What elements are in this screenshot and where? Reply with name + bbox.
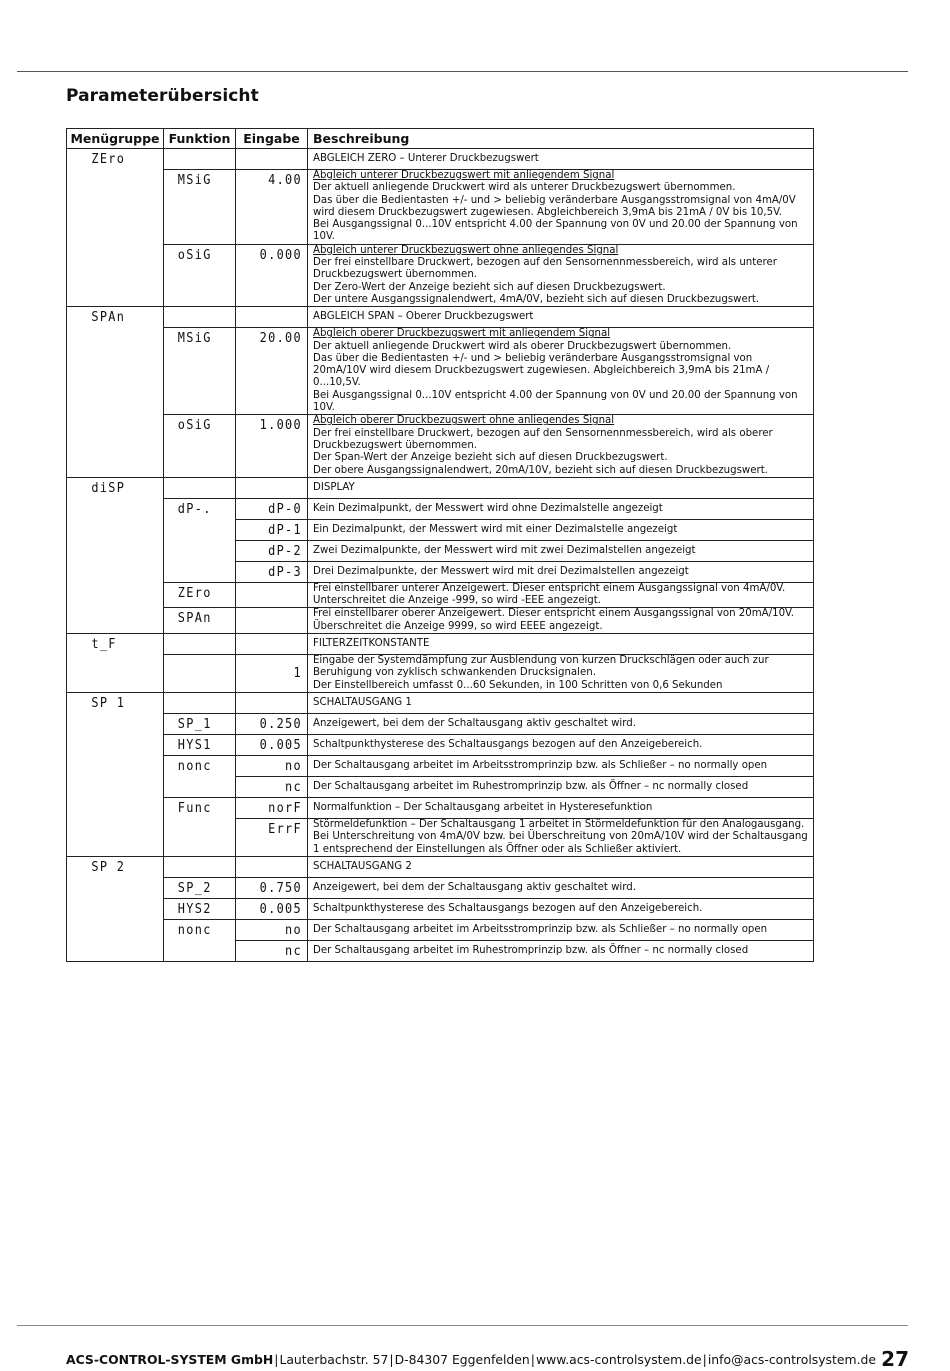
description-cell bbox=[308, 582, 814, 608]
function-cell: Func bbox=[164, 797, 236, 856]
description-cell: Der Schaltausgang arbeitet im Ruhestromprinzip bzw. als Öffner – nc normally closed bbox=[308, 776, 814, 797]
description-cell bbox=[308, 655, 814, 693]
footer-separator: | bbox=[530, 1352, 535, 1367]
footer-company: ACS-CONTROL-SYSTEM GmbH bbox=[66, 1352, 274, 1367]
input-cell: nc bbox=[236, 940, 308, 961]
footer-separator: | bbox=[274, 1352, 279, 1367]
input-cell: no bbox=[236, 755, 308, 776]
footer bbox=[66, 1352, 876, 1367]
menu-label: ZEro bbox=[91, 151, 126, 167]
function-cell: nonc bbox=[164, 919, 236, 961]
description-heading: Abgleich oberer Druckbezugswert ohne anliegendes Signal bbox=[313, 415, 615, 427]
function-cell: SP_2 bbox=[164, 877, 236, 898]
function-cell: HYS1 bbox=[164, 734, 236, 755]
function-cell: ZEro bbox=[164, 582, 236, 608]
description-heading: Abgleich unterer Druckbezugswert ohne anliegendes Signal bbox=[313, 244, 619, 256]
function-cell: dP-. bbox=[164, 498, 236, 582]
table-row bbox=[67, 898, 814, 919]
description-line: Der Zero-Wert der Anzeige bezieht sich auf diesen Druckbezugswert. bbox=[313, 281, 666, 293]
table-row bbox=[67, 307, 814, 328]
description-line: Das über die Bedientasten +/- und > beliebig veränderbare Ausgangsstromsignal von 20mA/10V wird diesem Druckbezugswert zugewiesen. Abgleichbereich 3,9mA bis 21mA / 0...10,5V. bbox=[313, 352, 770, 389]
input-cell: no bbox=[236, 919, 308, 940]
page-title: Parameterübersicht bbox=[66, 86, 259, 106]
description-cell bbox=[308, 244, 814, 306]
description-cell: Schaltpunkthysterese des Schaltausgangs bezogen auf den Anzeigebereich. bbox=[308, 898, 814, 919]
menu-cell-display bbox=[67, 477, 164, 633]
description-line: Bei Ausgangssignal 0...10V entspricht 4.00 der Spannung von 0V und 20.00 der Spannung von 10V. bbox=[313, 219, 798, 243]
description-line: Der frei einstellbare Druckwert, bezogen auf den Sensornennmessbereich, wird als oberer Druckbezugswert übernommen. bbox=[313, 427, 773, 451]
table-row bbox=[67, 498, 814, 519]
input-cell: dP-3 bbox=[236, 561, 308, 582]
menu-cell-filter bbox=[67, 634, 164, 693]
menu-cell-zero bbox=[67, 149, 164, 307]
footer-city: D-84307 Eggenfelden bbox=[394, 1352, 530, 1367]
input-cell: norF bbox=[236, 797, 308, 818]
input-cell: nc bbox=[236, 776, 308, 797]
footer-website-link[interactable]: www.acs-controlsystem.de bbox=[535, 1352, 702, 1367]
footer-separator: | bbox=[389, 1352, 394, 1367]
description-cell: Anzeigewert, bei dem der Schaltausgang aktiv geschaltet wird. bbox=[308, 713, 814, 734]
description-line: Störmeldefunktion – Der Schaltausgang 1 arbeitet in Störmeldefunktion für den Analogausgang. Bei Unterschreitung von 4mA/0V bzw. bei Überschreitung von 20mA/10V wird der Schaltausgang 1 entsprechend der Einstellungen als Öffner oder als Schließer aktiviert. bbox=[313, 818, 808, 855]
table-row bbox=[67, 797, 814, 818]
description-line: Das über die Bedientasten +/- und > beliebig veränderbare Ausgangsstromsignal von 4mA/0V wird diesem Druckbezugswert zugewiesen. Abgleichbereich 3,9mA bis 21mA / 0V bis 10,5V. bbox=[313, 194, 796, 218]
header-eingabe: Eingabe bbox=[236, 129, 308, 149]
table-row bbox=[67, 582, 814, 608]
menu-label: SP 1 bbox=[91, 694, 126, 711]
menu-label: t_F bbox=[91, 636, 117, 653]
input-cell: 1 bbox=[236, 655, 308, 693]
description-cell bbox=[308, 818, 814, 856]
table-row bbox=[67, 328, 814, 415]
menu-cell-sp1 bbox=[67, 692, 164, 856]
description-line: Der obere Ausgangssignalendwert, 20mA/10V, bezieht sich auf diesen Druckbezugswert. bbox=[313, 464, 768, 476]
description-line: Eingabe der Systemdämpfung zur Ausblendung von kurzen Druckschlägen oder auch zur Beruhigung von zyklisch schwankenden Drucksignalen. bbox=[313, 655, 769, 679]
menu-cell-sp2 bbox=[67, 856, 164, 961]
header-beschreibung: Beschreibung bbox=[308, 129, 814, 149]
table-row bbox=[67, 608, 814, 634]
footer-address: Lauterbachstr. 57 bbox=[279, 1352, 389, 1367]
function-cell: HYS2 bbox=[164, 898, 236, 919]
description-cell bbox=[308, 170, 814, 245]
function-cell: oSiG bbox=[164, 415, 236, 477]
table-row bbox=[67, 655, 814, 693]
footer-email-link[interactable]: info@acs-controlsystem.de bbox=[707, 1352, 876, 1367]
description-line: Unterschreitet die Anzeige -999, so wird -EEE angezeigt. bbox=[313, 595, 601, 607]
input-cell: dP-2 bbox=[236, 540, 308, 561]
table-row bbox=[67, 919, 814, 940]
table-row bbox=[67, 244, 814, 306]
description-line: Frei einstellbarer unterer Anzeigewert. Dieser entspricht einem Ausgangssignal von 4mA/0V. bbox=[313, 582, 786, 594]
input-cell: 0.250 bbox=[236, 713, 308, 734]
table-row bbox=[67, 856, 814, 877]
input-cell: 1.000 bbox=[236, 415, 308, 477]
page-number: 27 bbox=[881, 1347, 909, 1371]
description-line: Der frei einstellbare Druckwert, bezogen auf den Sensornennmessbereich, wird als unterer Druckbezugswert übernommen. bbox=[313, 257, 777, 281]
description-cell: Normalfunktion – Der Schaltausgang arbeitet in Hysteresefunktion bbox=[308, 797, 814, 818]
description-line: Der untere Ausgangssignalendwert, 4mA/0V, bezieht sich auf diesen Druckbezugswert. bbox=[313, 293, 760, 305]
table-row bbox=[67, 415, 814, 477]
group-title: FILTERZEITKONSTANTE bbox=[308, 634, 814, 655]
description-line: Der Span-Wert der Anzeige bezieht sich auf diesen Druckbezugswert. bbox=[313, 452, 668, 464]
function-cell: MSiG bbox=[164, 170, 236, 245]
parameter-table bbox=[66, 128, 814, 962]
description-line: Bei Ausgangssignal 0...10V entspricht 4.00 der Spannung von 0V und 20.00 der Spannung von 10V. bbox=[313, 389, 798, 414]
function-cell: SPAn bbox=[164, 608, 236, 634]
input-cell: ErrF bbox=[236, 818, 308, 856]
description-line: Frei einstellbarer oberer Anzeigewert. Dieser entspricht einem Ausgangssignal von 20mA/10V. bbox=[313, 608, 794, 620]
description-cell: Ein Dezimalpunkt, der Messwert wird mit einer Dezimalstelle angezeigt bbox=[308, 519, 814, 540]
description-cell: Der Schaltausgang arbeitet im Ruhestromprinzip bzw. als Öffner – nc normally closed bbox=[308, 940, 814, 961]
description-cell: Zwei Dezimalpunkte, der Messwert wird mit zwei Dezimalstellen angezeigt bbox=[308, 540, 814, 561]
description-cell bbox=[308, 328, 814, 415]
table-row bbox=[67, 713, 814, 734]
description-line: Der aktuell anliegende Druckwert wird als unterer Druckbezugswert übernommen. bbox=[313, 182, 736, 194]
table-row bbox=[67, 149, 814, 170]
table-row bbox=[67, 634, 814, 655]
menu-label: SP 2 bbox=[91, 858, 126, 875]
description-cell: Kein Dezimalpunkt, der Messwert wird ohne Dezimalstelle angezeigt bbox=[308, 498, 814, 519]
description-cell: Anzeigewert, bei dem der Schaltausgang aktiv geschaltet wird. bbox=[308, 877, 814, 898]
function-cell: SP_1 bbox=[164, 713, 236, 734]
function-cell: MSiG bbox=[164, 328, 236, 415]
table-row bbox=[67, 692, 814, 713]
description-cell bbox=[308, 415, 814, 477]
input-cell: 0.005 bbox=[236, 734, 308, 755]
group-title: SCHALTAUSGANG 2 bbox=[308, 856, 814, 877]
menu-label: SPAn bbox=[91, 309, 126, 326]
group-title: ABGLEICH SPAN – Oberer Druckbezugswert bbox=[308, 307, 814, 328]
input-cell: 0.000 bbox=[236, 244, 308, 306]
function-cell: oSiG bbox=[164, 244, 236, 306]
group-title: DISPLAY bbox=[308, 477, 814, 498]
table-header-row bbox=[67, 129, 814, 149]
group-title: SCHALTAUSGANG 1 bbox=[308, 692, 814, 713]
footer-separator: | bbox=[702, 1352, 707, 1367]
table-row bbox=[67, 170, 814, 245]
description-line: Der aktuell anliegende Druckwert wird als oberer Druckbezugswert übernommen. bbox=[313, 340, 732, 352]
description-line: Der Einstellbereich umfasst 0...60 Sekunden, in 100 Schritten von 0,6 Sekunden bbox=[313, 679, 723, 691]
input-cell: dP-1 bbox=[236, 519, 308, 540]
table-row bbox=[67, 877, 814, 898]
description-heading: Abgleich oberer Druckbezugswert mit anliegendem Signal bbox=[313, 328, 611, 340]
input-cell: 20.00 bbox=[236, 328, 308, 415]
header-funktion: Funktion bbox=[164, 129, 236, 149]
table-row bbox=[67, 734, 814, 755]
input-cell: 0.005 bbox=[236, 898, 308, 919]
top-divider bbox=[17, 71, 908, 72]
table-row bbox=[67, 477, 814, 498]
description-cell bbox=[308, 608, 814, 634]
input-cell: 0.750 bbox=[236, 877, 308, 898]
bottom-divider bbox=[17, 1325, 908, 1326]
input-cell: 4.00 bbox=[236, 170, 308, 245]
table-row bbox=[67, 755, 814, 776]
input-cell: dP-0 bbox=[236, 498, 308, 519]
header-menugruppe: Menügruppe bbox=[67, 129, 164, 149]
menu-label: diSP bbox=[91, 479, 126, 496]
function-cell: nonc bbox=[164, 755, 236, 797]
menu-cell-span bbox=[67, 307, 164, 478]
group-title: ABGLEICH ZERO – Unterer Druckbezugswert bbox=[308, 149, 814, 170]
description-cell: Der Schaltausgang arbeitet im Arbeitsstromprinzip bzw. als Schließer – no normally open bbox=[308, 919, 814, 940]
description-cell: Der Schaltausgang arbeitet im Arbeitsstromprinzip bzw. als Schließer – no normally open bbox=[308, 755, 814, 776]
description-cell: Drei Dezimalpunkte, der Messwert wird mit drei Dezimalstellen angezeigt bbox=[308, 561, 814, 582]
description-cell: Schaltpunkthysterese des Schaltausgangs bezogen auf den Anzeigebereich. bbox=[308, 734, 814, 755]
description-line: Überschreitet die Anzeige 9999, so wird EEEE angezeigt. bbox=[313, 620, 603, 632]
description-heading: Abgleich unterer Druckbezugswert mit anliegendem Signal bbox=[313, 170, 615, 181]
